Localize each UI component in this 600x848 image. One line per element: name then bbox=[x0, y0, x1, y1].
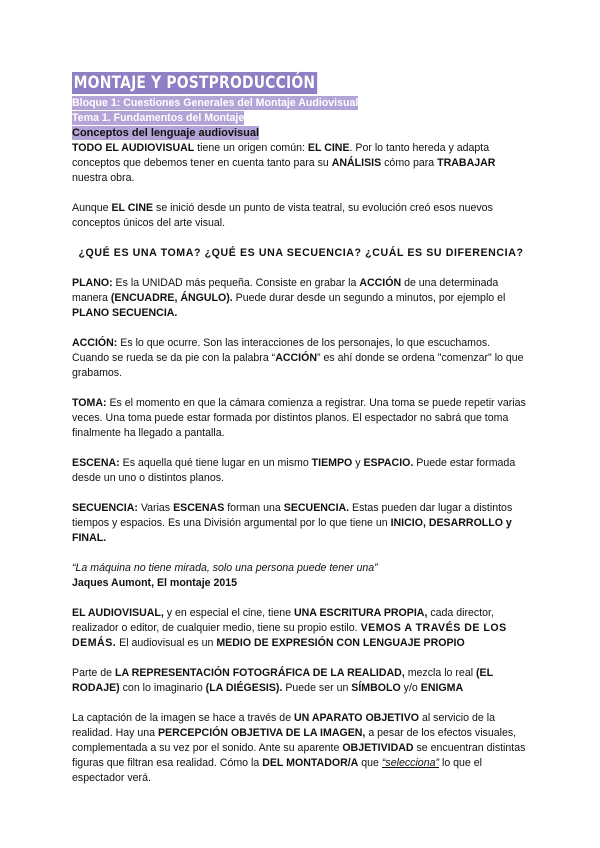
text: nuestra obra. bbox=[72, 172, 135, 184]
underlined-text: “selecciona” bbox=[381, 757, 440, 769]
bold-text: ANÁLISIS bbox=[331, 157, 382, 169]
text: La captación de la imagen se hace a través de bbox=[72, 712, 295, 724]
text: cada director, realizador o editor, de cualquier medio, tiene su propio estilo. bbox=[72, 607, 494, 634]
document-page bbox=[72, 72, 530, 786]
text: Aunque bbox=[72, 202, 112, 214]
bold-text: ACCIÓN bbox=[359, 277, 402, 289]
question-heading: ¿QUÉ ES UNA TOMA? ¿QUÉ ES UNA SECUENCIA? ¿CUÁL ES SU DIFERENCIA? bbox=[78, 247, 524, 259]
text: que bbox=[358, 757, 382, 769]
bold-text: MEDIO DE EXPRESIÓN CON LENGUAJE PROPIO bbox=[216, 637, 465, 649]
text: mezcla lo real bbox=[404, 667, 477, 679]
bold-text: EL AUDIOVISUAL, bbox=[72, 607, 164, 619]
bold-text: SÍMBOLO bbox=[351, 682, 401, 694]
text: Es lo que ocurre. Son las interacciones de los personajes, lo que escuchamos. Cuando se rueda se da pie con la palabra “ bbox=[72, 337, 491, 364]
document-title-line bbox=[72, 72, 530, 96]
block-heading-line bbox=[72, 96, 530, 111]
text: a pesar de los efectos visuales, complementada a su vez por el sonido. Ante su aparente bbox=[72, 727, 517, 754]
paragraph-cinema bbox=[72, 201, 530, 231]
text: Es el momento en que la cámara comienza a registrar. Una toma se puede repetir varias veces. Una toma puede estar formada por distintos planos. El espectador no sabrá que toma finalmente ha llegado a pantalla. bbox=[72, 397, 526, 439]
bold-text: PERCEPCIÓN OBJETIVA DE LA IMAGEN, bbox=[157, 727, 366, 739]
topic-heading: Tema 1. Fundamentos del Montaje bbox=[72, 112, 245, 124]
bold-text: UNA ESCRITURA PROPIA, bbox=[293, 607, 428, 619]
paragraph-representacion bbox=[72, 666, 530, 696]
quote-author bbox=[72, 576, 530, 591]
term-label: SECUENCIA: bbox=[72, 502, 138, 514]
text: El audiovisual es un bbox=[116, 637, 217, 649]
bold-text: ENIGMA bbox=[420, 682, 464, 694]
paragraph-plano bbox=[72, 276, 530, 321]
block-heading: Bloque 1: Cuestiones Generales del Montaje Audiovisual bbox=[72, 97, 359, 109]
text: lo que el espectador verá. bbox=[72, 757, 483, 784]
bold-text: (ENCUADRE, ÁNGULO). bbox=[110, 292, 233, 304]
bold-text: TIEMPO bbox=[311, 457, 353, 469]
quote-text: “La máquina no tiene mirada, solo una persona puede tener una” bbox=[72, 562, 378, 574]
bold-text: OBJETIVIDAD bbox=[342, 742, 414, 754]
paragraph-toma bbox=[72, 396, 530, 441]
text: y bbox=[352, 457, 364, 469]
text: Parte de bbox=[72, 667, 115, 679]
text: y/o bbox=[400, 682, 421, 694]
bold-text: VEMOS A TRAVÉS DE LOS DEMÁS. bbox=[72, 622, 507, 649]
bold-text: TODO EL AUDIOVISUAL bbox=[72, 142, 195, 154]
term-label: ESCENA: bbox=[72, 457, 120, 469]
text: de una determinada manera bbox=[72, 277, 499, 304]
bold-text: UN APARATO OBJETIVO bbox=[294, 712, 420, 724]
bold-text: DEL MONTADOR/A bbox=[262, 757, 359, 769]
text: Puede estar formada desde un uno o distintos planos. bbox=[72, 457, 516, 484]
paragraph-origin bbox=[72, 141, 530, 186]
bold-text: (EL RODAJE) bbox=[72, 667, 493, 694]
bold-text: ESPACIO. bbox=[363, 457, 414, 469]
text: cómo para bbox=[381, 157, 438, 169]
bold-text: ACCIÓN bbox=[275, 352, 317, 364]
paragraph-secuencia bbox=[72, 501, 530, 546]
text: . Por lo tanto hereda y adapta conceptos que debemos tener en cuenta tanto para su bbox=[72, 142, 490, 169]
text: al servicio de la realidad. Hay una bbox=[72, 712, 495, 739]
term-label: TOMA: bbox=[72, 397, 107, 409]
text: se inició desde un punto de vista teatral, su evolución creó esos nuevos conceptos únicos del arte visual. bbox=[72, 202, 493, 229]
text: Puede durar desde un segundo a minutos, por ejemplo el bbox=[232, 292, 506, 304]
bold-text: EL CINE bbox=[307, 142, 350, 154]
section-heading-line bbox=[72, 126, 530, 141]
term-label: PLANO: bbox=[72, 277, 113, 289]
author-text: Jaques Aumont, El montaje 2015 bbox=[72, 577, 238, 589]
paragraph-audiovisual bbox=[72, 606, 530, 651]
paragraph-escena bbox=[72, 456, 530, 486]
topic-heading-line bbox=[72, 111, 530, 126]
paragraph-captacion bbox=[72, 711, 530, 786]
text: se encuentran distintas figuras que filtran esa realidad. Cómo la bbox=[72, 742, 526, 769]
text: forman una bbox=[224, 502, 284, 514]
bold-text: EL CINE bbox=[111, 202, 154, 214]
term-label: ACCIÓN: bbox=[72, 337, 118, 349]
text: y en especial el cine, tiene bbox=[163, 607, 294, 619]
text: con lo imaginario bbox=[119, 682, 206, 694]
bold-text: SECUENCIA. bbox=[283, 502, 350, 514]
document-title: MONTAJE Y POSTPRODUCCIÓN bbox=[73, 73, 316, 93]
bold-text: PLANO SECUENCIA. bbox=[72, 307, 178, 319]
text: Es aquella qué tiene lugar en un mismo bbox=[119, 457, 312, 469]
bold-text: ESCENAS bbox=[173, 502, 225, 514]
text: Puede ser un bbox=[282, 682, 352, 694]
bold-text: LA REPRESENTACIÓN FOTOGRÁFICA DE LA REALIDAD, bbox=[115, 667, 405, 679]
text: tiene un origen común: bbox=[194, 142, 308, 154]
text: ” es ahí donde se ordena "comenzar" lo que grabamos. bbox=[72, 352, 524, 379]
bold-text: TRABAJAR bbox=[437, 157, 496, 169]
text: Estas pueden dar lugar a distintos tiempos y espacios. Es una División argumental por lo que tiene un bbox=[72, 502, 513, 529]
section-heading: Conceptos del lenguaje audiovisual bbox=[72, 127, 260, 139]
bold-text: (LA DIÉGESIS). bbox=[205, 682, 283, 694]
bold-text: INICIO, DESARROLLO y FINAL. bbox=[72, 517, 512, 544]
text: Es la UNIDAD más pequeña. Consiste en grabar la bbox=[112, 277, 360, 289]
paragraph-accion bbox=[72, 336, 530, 381]
text: Varias bbox=[137, 502, 174, 514]
